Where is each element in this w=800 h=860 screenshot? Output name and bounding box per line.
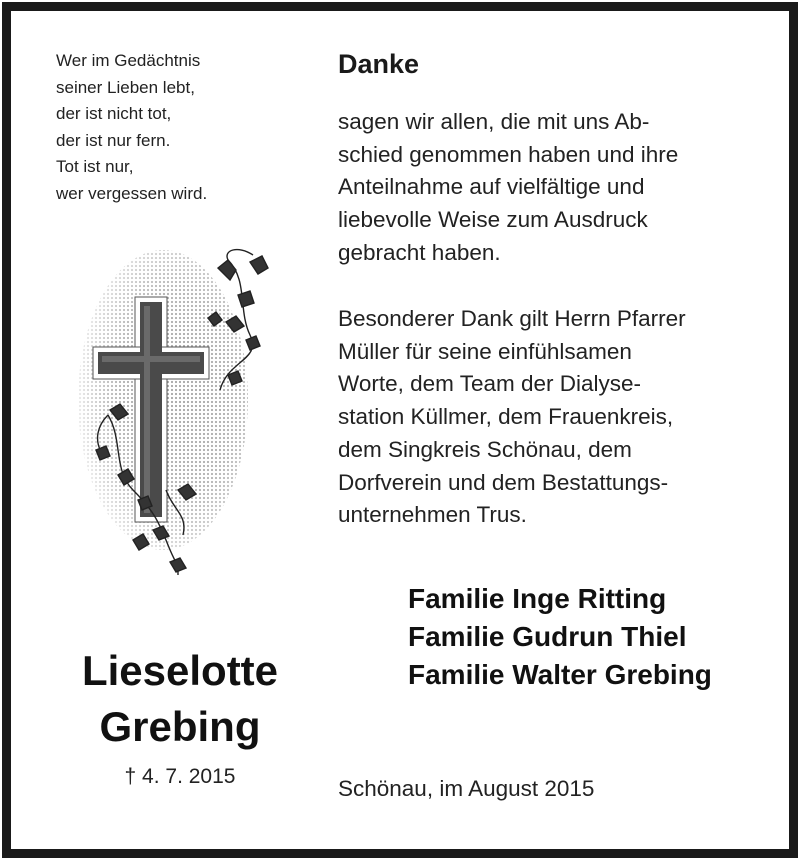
poem-line: seiner Lieben lebt, [56,77,195,97]
thanks-paragraph [338,106,758,270]
deceased-last-name: Grebing [99,703,261,750]
family-name: Familie Inge Ritting [408,583,667,614]
poem-line: Wer im Gedächtnis [56,51,201,70]
text-line: Anteilnahme auf vielfältige und [338,174,645,200]
family-name: Familie Gudrun Thiel [408,621,687,652]
deceased-first-name: Lieselotte [81,647,279,694]
memorial-poem [56,48,316,207]
place-and-date: Schönau, im August 2015 [338,776,595,801]
poem-line: wer vergessen wird. [56,183,208,203]
special-thanks-paragraph [338,303,758,532]
text-line: station Küllmer, dem Frauenkreis, [338,404,674,430]
death-date: † 4. 7. 2015 [124,765,236,788]
text-line: Dorfverein und dem Bestattungs- [338,469,669,495]
text-line: gebracht haben. [338,239,501,265]
text-line: Müller für seine einfühlsamen [338,338,632,364]
poem-line: der ist nur fern. [56,130,171,150]
text-line: unternehmen Trus. [338,502,527,528]
poem-line: der ist nicht tot, [56,104,172,123]
text-line: liebevolle Weise zum Ausdruck [338,207,648,233]
text-line: Besonderer Dank gilt Herrn Pfarrer [338,306,686,331]
text-line: Worte, dem Team der Dialyse- [338,371,642,397]
family-name: Familie Walter Grebing [408,659,712,690]
text-line: dem Singkreis Schönau, dem [338,436,632,462]
family-signatures [408,580,712,694]
cross-with-ivy-icon [78,240,278,585]
text-line: schied genommen haben und ihre [338,141,679,167]
poem-line: Tot ist nur, [56,157,134,176]
text-line: sagen wir allen, die mit uns Ab- [338,109,650,134]
thank-you-heading: Danke [338,49,420,79]
